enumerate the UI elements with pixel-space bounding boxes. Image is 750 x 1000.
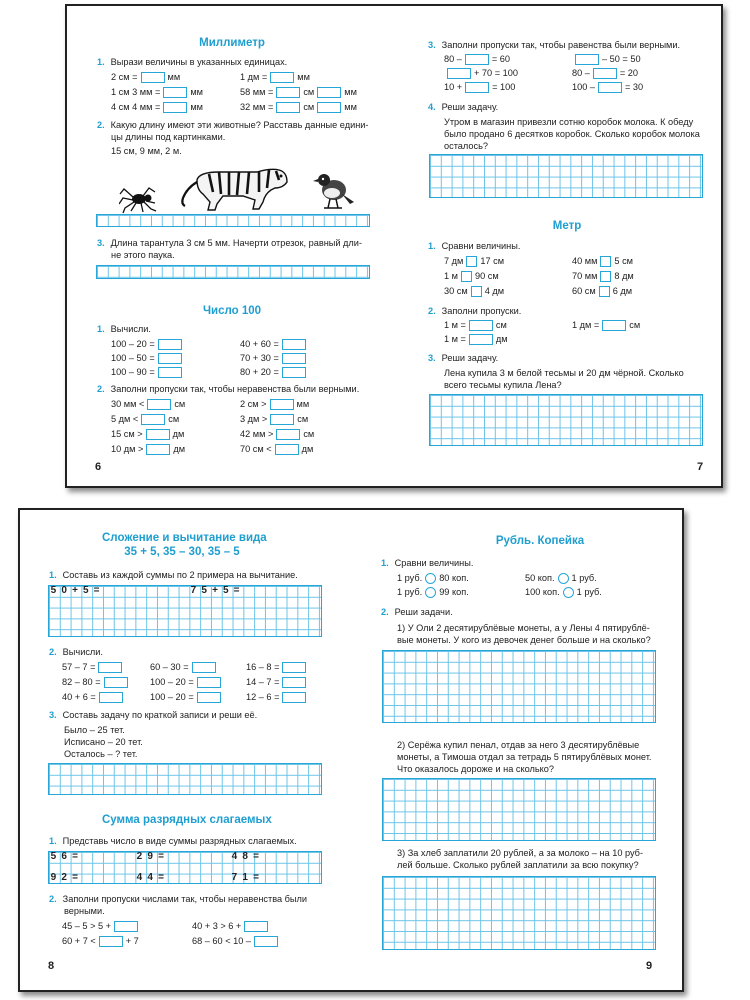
answer-box[interactable]: [147, 399, 171, 410]
task-2-text: цы длины под картинками.: [111, 132, 226, 142]
answer-box[interactable]: [163, 87, 187, 98]
row: 82 – 80 =: [62, 677, 131, 688]
answer-box[interactable]: [158, 339, 182, 350]
row: 40 + 60 =: [240, 339, 309, 350]
row: 30 см 4 дм: [444, 286, 505, 296]
task-2-text: верными.: [64, 906, 105, 916]
task-2-heading: 2. Заполни пропуски числами так, чтобы неравенства были: [49, 894, 307, 904]
answer-box[interactable]: [98, 662, 122, 673]
answer-grid-strip[interactable]: [96, 265, 370, 279]
task-3-heading: 3. Длина тарантула 3 см 5 мм. Начерти отрезок, равный дли-: [97, 238, 362, 248]
row: 60 см 6 дм: [572, 286, 633, 296]
section-title-millimeter: Миллиметр: [199, 37, 265, 49]
compare-box[interactable]: [599, 286, 610, 297]
compare-box[interactable]: [466, 256, 477, 267]
answer-box[interactable]: [244, 921, 268, 932]
row: 57 – 7 =: [62, 662, 125, 673]
answer-box[interactable]: [447, 68, 471, 79]
problem-text: Лена купила 3 м белой тесьмы и 20 дм чёрной. Сколько: [444, 368, 684, 378]
row: 3 дм > см: [240, 414, 309, 424]
page-number: 8: [48, 960, 55, 972]
problem-text: вые монеты. У кого из девочек денег больше и на сколько?: [397, 635, 651, 645]
row: 100 коп. 1 руб.: [525, 587, 602, 597]
answer-box[interactable]: [469, 320, 493, 331]
task-1-heading: 1. Представь число в виде суммы разрядных слагаемых.: [49, 836, 297, 846]
row: 1 дм = мм: [240, 72, 310, 82]
answer-box[interactable]: [276, 429, 300, 440]
answer-box[interactable]: [575, 54, 599, 65]
grid-number: 7 1 =: [231, 872, 259, 883]
task-1-heading: 1. Сравни величины.: [381, 558, 474, 568]
task-3-text: не этого паука.: [111, 250, 175, 260]
row: 42 мм > см: [240, 429, 315, 439]
task-3-heading: 3. Заполни пропуски так, чтобы равенства были верными.: [428, 40, 681, 50]
answer-grid[interactable]: [382, 778, 656, 841]
answer-box[interactable]: [104, 677, 128, 688]
answer-grid[interactable]: [429, 154, 703, 198]
answer-box[interactable]: [317, 87, 341, 98]
row: 32 мм = см мм: [240, 102, 357, 112]
answer-box[interactable]: [270, 414, 294, 425]
answer-box[interactable]: [197, 677, 221, 688]
row: 1 руб. 80 коп.: [397, 573, 469, 583]
row: + 70 = 100: [444, 68, 518, 79]
answer-box[interactable]: [465, 82, 489, 93]
short-note: Осталось – ? тет.: [64, 749, 138, 759]
section-subtitle: 35 + 5, 35 – 30, 35 – 5: [124, 546, 240, 558]
answer-box[interactable]: [163, 102, 187, 113]
row: 100 – 20 =: [150, 677, 224, 688]
row: 100 – 90 =: [111, 367, 185, 378]
spread-pages-8-9: [18, 508, 684, 992]
row: 14 – 7 =: [246, 677, 309, 688]
row: 10 + = 100: [444, 82, 516, 92]
row: 70 мм 8 дм: [572, 271, 634, 281]
compare-circle[interactable]: [425, 587, 436, 598]
row: 30 мм < см: [111, 399, 186, 409]
answer-box[interactable]: [99, 936, 123, 947]
compare-box[interactable]: [471, 286, 482, 297]
answer-box[interactable]: [598, 82, 622, 93]
grid-example: 7 5 + 5 =: [190, 585, 240, 596]
row: 100 – 20 =: [111, 339, 185, 350]
task-4-heading: 4. Реши задачу.: [428, 102, 499, 112]
problem-text: монеты, а Тимоша отдал за тетрадь 5 пятирублёвых монет.: [397, 752, 652, 762]
task-1-heading: 1. Вырази величины в указанных единицах.: [97, 57, 288, 67]
row: 80 – = 20: [572, 68, 639, 78]
row: 50 коп. 1 руб.: [525, 573, 597, 583]
answer-box[interactable]: [146, 444, 170, 455]
section-title-place-value-sum: Сумма разрядных слагаемых: [102, 814, 272, 826]
grid-example: 5 0 + 5 =: [50, 585, 100, 596]
task-2-heading: 2. Заполни пропуски.: [428, 306, 522, 316]
task-1-heading: 1. Сравни величины.: [428, 241, 521, 251]
answer-box[interactable]: [282, 692, 306, 703]
answer-box[interactable]: [158, 367, 182, 378]
answer-grid[interactable]: [382, 650, 656, 723]
task-2-values: 15 см, 9 мм, 2 м.: [111, 146, 182, 156]
row: 1 см 3 мм = мм: [111, 87, 203, 97]
answer-box[interactable]: [469, 334, 493, 345]
answer-box[interactable]: [270, 399, 294, 410]
grid-number: 2 9 =: [136, 851, 164, 862]
task-2-heading: 2. Вычисли.: [49, 647, 103, 657]
row: 1 м 90 см: [444, 271, 499, 281]
page-number: 7: [697, 461, 704, 473]
answer-box[interactable]: [141, 414, 165, 425]
compare-box[interactable]: [600, 256, 611, 267]
row: 100 – = 30: [572, 82, 644, 92]
section-title-ruble-kopeck: Рубль. Копейка: [495, 535, 585, 547]
short-note: Было – 25 тет.: [64, 725, 125, 735]
page-number: 6: [95, 461, 102, 473]
row: 10 дм > дм: [111, 444, 186, 454]
row: 60 – 30 =: [150, 662, 219, 673]
task-2-heading: 2. Заполни пропуски так, чтобы неравенства были верными.: [97, 384, 360, 394]
answer-grid[interactable]: [382, 876, 656, 950]
grid-number: 5 6 =: [50, 851, 78, 862]
row: 58 мм = см мм: [240, 87, 357, 97]
task-2-heading: 2. Реши задачи.: [381, 607, 453, 617]
problem-text: Что оказалось дороже и на сколько?: [397, 764, 554, 774]
task-1-heading: 1. Составь из каждой суммы по 2 примера на вычитание.: [49, 570, 298, 580]
row: 16 – 8 =: [246, 662, 309, 673]
row: 2 см = мм: [111, 72, 181, 82]
row: 40 + 3 > 6 +: [192, 921, 271, 932]
row: 68 – 60 < 10 –: [192, 936, 281, 947]
section-title-number-100: Число 100: [202, 305, 262, 317]
answer-box[interactable]: [254, 936, 278, 947]
answer-box[interactable]: [270, 72, 294, 83]
answer-box[interactable]: [282, 339, 306, 350]
row: 5 дм < см: [111, 414, 180, 424]
row: 40 мм 5 см: [572, 256, 633, 266]
problem-text: 1) У Оли 2 десятирублёвые монеты, а у Лены 4 пятирублё-: [397, 623, 650, 633]
answer-box[interactable]: [114, 921, 138, 932]
answer-box[interactable]: [282, 677, 306, 688]
answer-box[interactable]: [99, 692, 123, 703]
grid-number: 4 8 =: [231, 851, 259, 862]
row: 100 – 50 =: [111, 353, 185, 364]
answer-box[interactable]: [317, 102, 341, 113]
task-3-heading: 3. Составь задачу по краткой записи и реши её.: [49, 710, 258, 720]
short-note: Исписано – 20 тет.: [64, 737, 143, 747]
compare-circle[interactable]: [425, 573, 436, 584]
row: 2 см > мм: [240, 399, 310, 409]
row: 60 + 7 < + 7: [62, 936, 139, 946]
answer-grid-strip[interactable]: [96, 214, 370, 227]
section-title: Сложение и вычитание вида: [102, 532, 267, 544]
row: 100 – 20 =: [150, 692, 224, 703]
answer-box[interactable]: [276, 102, 300, 113]
answer-box[interactable]: [141, 72, 165, 83]
row: 45 – 5 > 5 +: [62, 921, 141, 932]
row: 70 см < дм: [240, 444, 314, 454]
answer-box[interactable]: [192, 662, 216, 673]
answer-box[interactable]: [282, 662, 306, 673]
answer-box[interactable]: [602, 320, 626, 331]
row: 4 см 4 мм = мм: [111, 102, 203, 112]
tarantula-icon: [119, 184, 161, 214]
problem-text: всего тесьмы купила Лена?: [444, 380, 562, 390]
section-title-meter: Метр: [552, 220, 582, 232]
task-3-heading: 3. Реши задачу.: [428, 353, 499, 363]
answer-box[interactable]: [146, 429, 170, 440]
row: 80 – = 60: [444, 54, 511, 64]
row: 1 м = дм: [444, 334, 508, 344]
row: 70 + 30 =: [240, 353, 309, 364]
compare-circle[interactable]: [558, 573, 569, 584]
answer-box[interactable]: [275, 444, 299, 455]
task-2-heading: 2. Какую длину имеют эти животные? Расставь данные едини-: [97, 120, 369, 130]
compare-box[interactable]: [461, 271, 472, 282]
row: 80 + 20 =: [240, 367, 309, 378]
row: 1 руб. 99 коп.: [397, 587, 469, 597]
tiger-icon: [179, 162, 291, 212]
problem-text: 2) Серёжа купил пенал, отдав за него 3 десятирублёвые: [397, 740, 640, 750]
answer-grid[interactable]: [48, 851, 322, 884]
answer-box[interactable]: [282, 353, 306, 364]
answer-grid[interactable]: [429, 394, 703, 446]
answer-box[interactable]: [197, 692, 221, 703]
grid-number: 4 4 =: [136, 872, 164, 883]
answer-box[interactable]: [158, 353, 182, 364]
row: 1 м = см: [444, 320, 507, 330]
grid-number: 9 2 =: [50, 872, 78, 883]
row: 1 дм = см: [572, 320, 641, 330]
bird-icon: [312, 168, 356, 212]
problem-text: 3) За хлеб заплатили 20 рублей, а за молоко – на 10 руб-: [397, 848, 644, 858]
page-number: 9: [646, 960, 653, 972]
compare-box[interactable]: [600, 271, 611, 282]
problem-text: Утром в магазин привезли сотню коробок молока. К обеду: [444, 117, 694, 127]
spread-pages-6-7: [65, 4, 723, 488]
problem-text: лей больше. Сколько рублей заплатили за всю покупку?: [397, 860, 639, 870]
problem-text: было продано 6 десятков коробок. Сколько коробок молока: [444, 129, 700, 139]
answer-box[interactable]: [282, 367, 306, 378]
row: 12 – 6 =: [246, 692, 309, 703]
task-1-heading: 1. Вычисли.: [97, 324, 151, 334]
row: 40 + 6 =: [62, 692, 126, 703]
row: 7 дм 17 см: [444, 256, 505, 266]
answer-box[interactable]: [593, 68, 617, 79]
row: – 50 = 50: [572, 54, 641, 65]
answer-box[interactable]: [465, 54, 489, 65]
problem-text: осталось?: [444, 141, 488, 151]
compare-circle[interactable]: [563, 587, 574, 598]
answer-grid[interactable]: [48, 763, 322, 795]
row: 15 см > дм: [111, 429, 185, 439]
answer-box[interactable]: [276, 87, 300, 98]
